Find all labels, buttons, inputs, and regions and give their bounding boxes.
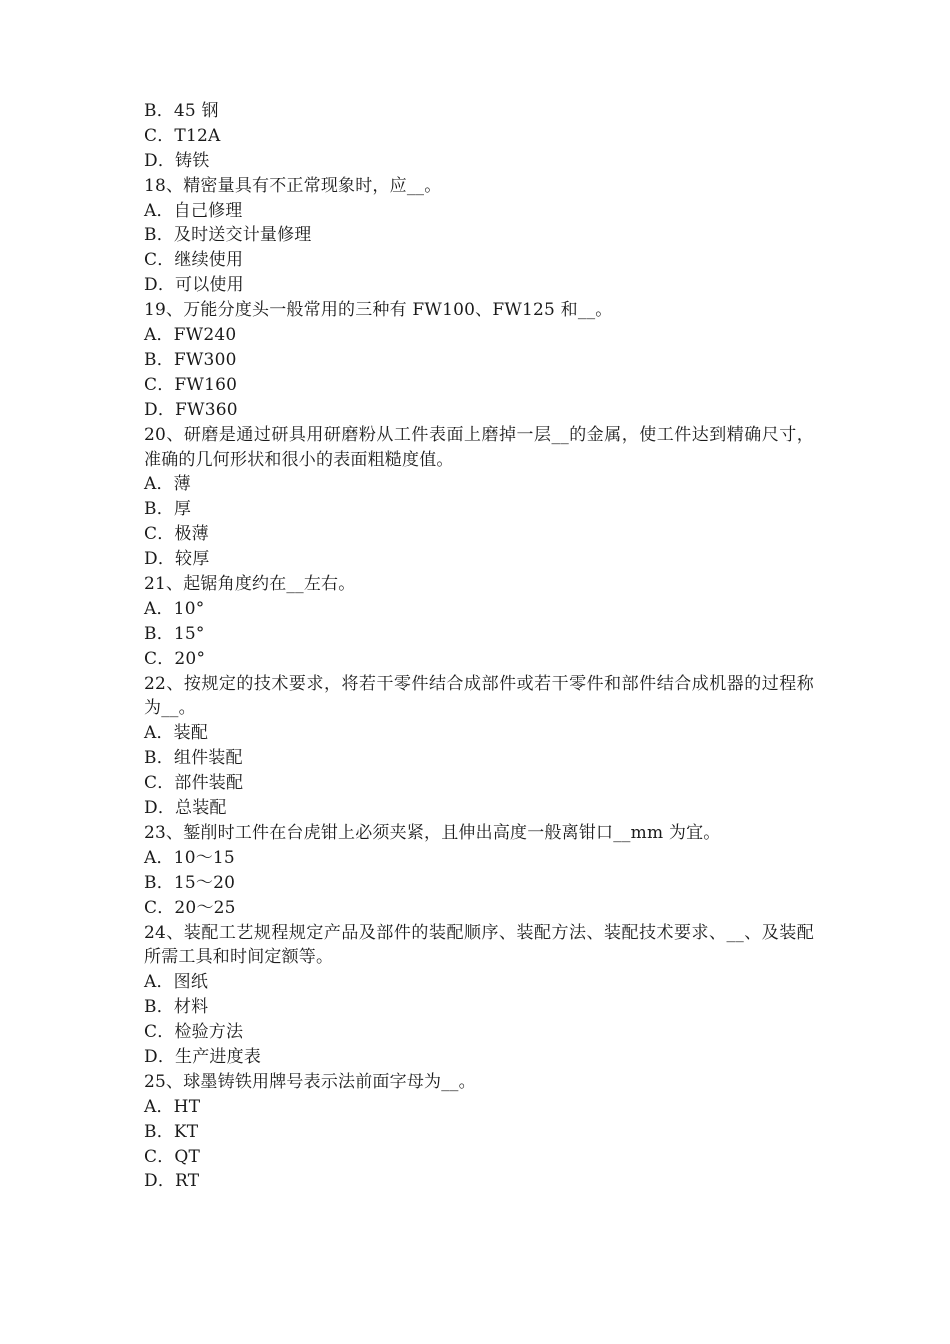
option-line: C．20～25 (144, 897, 236, 918)
option-line: A．自己修理 (144, 200, 243, 221)
option-line: C．FW160 (144, 374, 238, 395)
option-line: D．FW360 (144, 399, 238, 420)
question-list (144, 99, 814, 1194)
option-line: B．FW300 (144, 349, 237, 370)
question-25 (144, 1070, 814, 1194)
option-line: C．20° (144, 648, 206, 669)
option-line: A．薄 (144, 474, 191, 495)
question-20 (144, 423, 814, 572)
option-line: C．检验方法 (144, 1022, 244, 1043)
option-line: B．15～20 (144, 872, 236, 893)
option-line: C．继续使用 (144, 250, 244, 271)
option-line: B．45 钢 (144, 101, 219, 121)
option-line: A．装配 (144, 723, 209, 744)
option-line: D．较厚 (144, 549, 210, 570)
option-line: A．FW240 (144, 325, 237, 346)
question-text: 21、起锯角度约在__左右。 (144, 573, 356, 594)
question-24 (144, 921, 814, 1070)
question-text: 20、研磨是通过研具用研磨粉从工件表面上磨掉一层__的金属，使工件达到精确尺寸，准确的几何形状和很小的表面粗糙度值。 (144, 424, 814, 470)
option-line: A．图纸 (144, 972, 209, 993)
question-text: 23、錾削时工件在台虎钳上必须夹紧，且伸出高度一般离钳口__mm 为宜。 (144, 822, 721, 843)
option-line: D．可以使用 (144, 275, 244, 296)
question-text: 25、球墨铸铁用牌号表示法前面字母为__。 (144, 1071, 476, 1092)
option-line: B．组件装配 (144, 748, 243, 769)
question-text: 18、精密量具有不正常现象时，应__。 (144, 175, 442, 196)
option-line: B．厚 (144, 499, 192, 520)
question-19 (144, 298, 814, 422)
question-text: 24、装配工艺规程规定产品及部件的装配顺序、装配方法、装配技术要求、__、及装配所需工具和时间定额等。 (144, 922, 814, 968)
question-22 (144, 672, 814, 821)
option-line: A．10° (144, 598, 205, 619)
question-text: 22、按规定的技术要求，将若干零件结合成部件或若干零件和部件结合成机器的过程称为__。 (144, 673, 814, 719)
option-line: B．KT (144, 1121, 199, 1142)
question-text: 19、万能分度头一般常用的三种有 FW100、FW125 和__。 (144, 300, 613, 321)
option-line: B．材料 (144, 997, 209, 1018)
option-line: A．HT (144, 1096, 201, 1117)
option-line: C．部件装配 (144, 773, 244, 794)
question-18 (144, 174, 814, 298)
option-line: C．极薄 (144, 524, 209, 545)
option-line: B．15° (144, 623, 205, 644)
option-line: D．生产进度表 (144, 1047, 262, 1067)
option-line: D．总装配 (144, 798, 227, 819)
option-line: D．铸铁 (144, 150, 210, 171)
option-line: B．及时送交计量修理 (144, 225, 312, 246)
option-line: A．10～15 (144, 847, 235, 868)
question-21 (144, 572, 814, 672)
question-23 (144, 821, 814, 921)
option-line: C．QT (144, 1146, 201, 1167)
option-line: D．RT (144, 1171, 200, 1192)
option-line: C．T12A (144, 125, 221, 146)
